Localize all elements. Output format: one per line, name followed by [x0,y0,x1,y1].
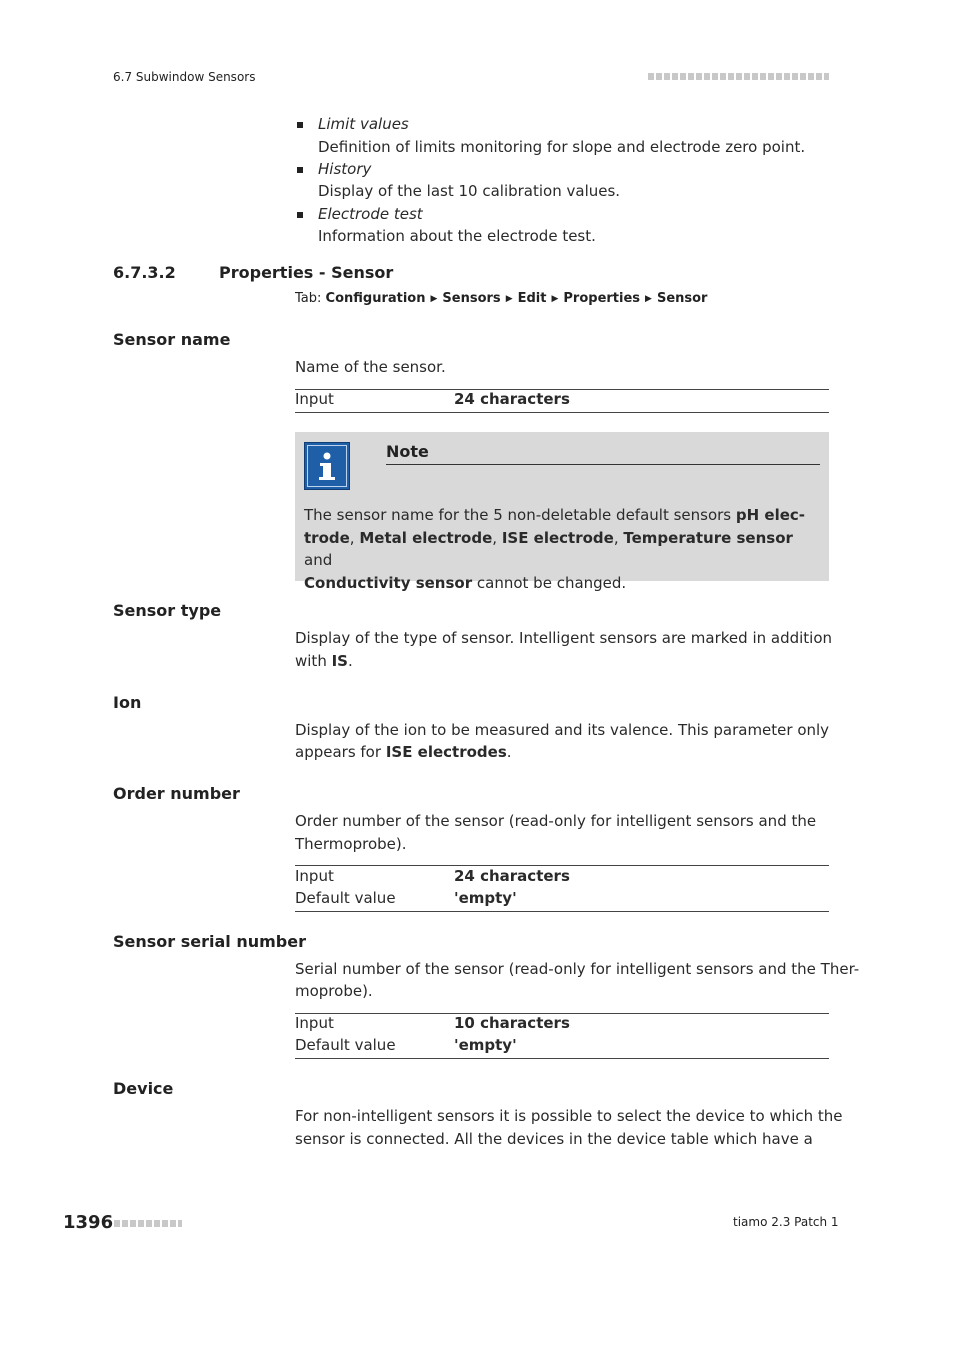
device-desc-line2: sensor is connected. All the devices in the device table which have a [295,1130,813,1148]
order-number-desc-line1: Order number of the sensor (read-only for intelligent sensors and the [295,812,817,830]
running-header-section: 6.7 Subwindow Sensors [113,70,256,84]
serial-number-default-value: 'empty' [454,1036,517,1054]
param-sensor-serial-number: Sensor serial number [113,932,306,951]
triangle-right-icon: ▶ [505,294,513,304]
sensor-type-desc-line1: Display of the type of sensor. Intelligent sensors are marked in addition [295,629,833,647]
bullet-desc-electrode-test: Information about the electrode test. [318,227,596,245]
bullet-marker [297,212,303,218]
bullet-title-electrode-test: Electrode test [318,205,423,223]
order-number-input-value: 24 characters [454,867,570,885]
order-number-default-value: 'empty' [454,889,517,907]
tab-prefix: Tab: [295,291,326,306]
triangle-right-icon: ▶ [430,294,438,304]
triangle-right-icon: ▶ [551,294,559,304]
order-number-desc-line2: Thermoprobe). [295,835,407,853]
sensor-name-input-value: 24 characters [454,390,570,408]
info-icon [304,442,350,490]
page-number: 1396 [63,1212,114,1233]
param-order-number: Order number [113,784,240,803]
tab-path-configuration: Configuration [325,291,426,306]
serial-number-input-label: Input [295,1014,334,1032]
footer-product: tiamo 2.3 Patch 1 [733,1215,839,1229]
table-rule [295,412,829,413]
order-number-input-label: Input [295,867,334,885]
note-divider [386,464,820,465]
ion-desc-line2: appears for ISE electrodes. [295,743,512,761]
serial-number-desc-line2: moprobe). [295,982,373,1000]
tab-path-sensors: Sensors [442,291,501,306]
serial-number-input-value: 10 characters [454,1014,570,1032]
sensor-type-desc-line2: with IS. [295,652,353,670]
bullet-marker [297,122,303,128]
note-text: The sensor name for the 5 non-deletable default sensors pH elec- trode, Metal electrode, ISE electrode, Temperature sensor and Conductivity sensor cannot be changed. [304,506,806,592]
param-ion: Ion [113,693,142,712]
table-rule [295,865,829,866]
param-device: Device [113,1079,174,1098]
tab-path-sensor: Sensor [656,291,708,306]
sensor-name-input-label: Input [295,390,334,408]
footer-decoration [114,1220,182,1227]
tab-path [295,291,707,306]
param-sensor-name: Sensor name [113,330,231,349]
serial-number-desc-line1: Serial number of the sensor (read-only for intelligent sensors and the Ther- [295,960,860,978]
sensor-name-desc: Name of the sensor. [295,358,446,376]
bullet-desc-limit-values: Definition of limits monitoring for slope and electrode zero point. [318,138,806,156]
header-decoration [648,73,829,80]
table-rule [295,1058,829,1059]
bullet-title-limit-values: Limit values [318,115,409,133]
section-title: Properties - Sensor [219,263,394,282]
order-number-default-label: Default value [295,889,396,907]
bullet-marker [297,167,303,173]
bullet-title-history: History [318,160,372,178]
triangle-right-icon: ▶ [645,294,652,304]
table-rule [295,911,829,912]
bullet-desc-history: Display of the last 10 calibration values. [318,182,621,200]
note-title: Note [386,442,429,461]
section-number: 6.7.3.2 [113,263,176,282]
tab-path-edit: Edit [517,291,547,306]
tab-path-properties: Properties [563,291,641,306]
device-desc-line1: For non-intelligent sensors it is possible to select the device to which the [295,1107,843,1125]
serial-number-default-label: Default value [295,1036,396,1054]
param-sensor-type: Sensor type [113,601,222,620]
ion-desc-line1: Display of the ion to be measured and its valence. This parameter only [295,721,830,739]
